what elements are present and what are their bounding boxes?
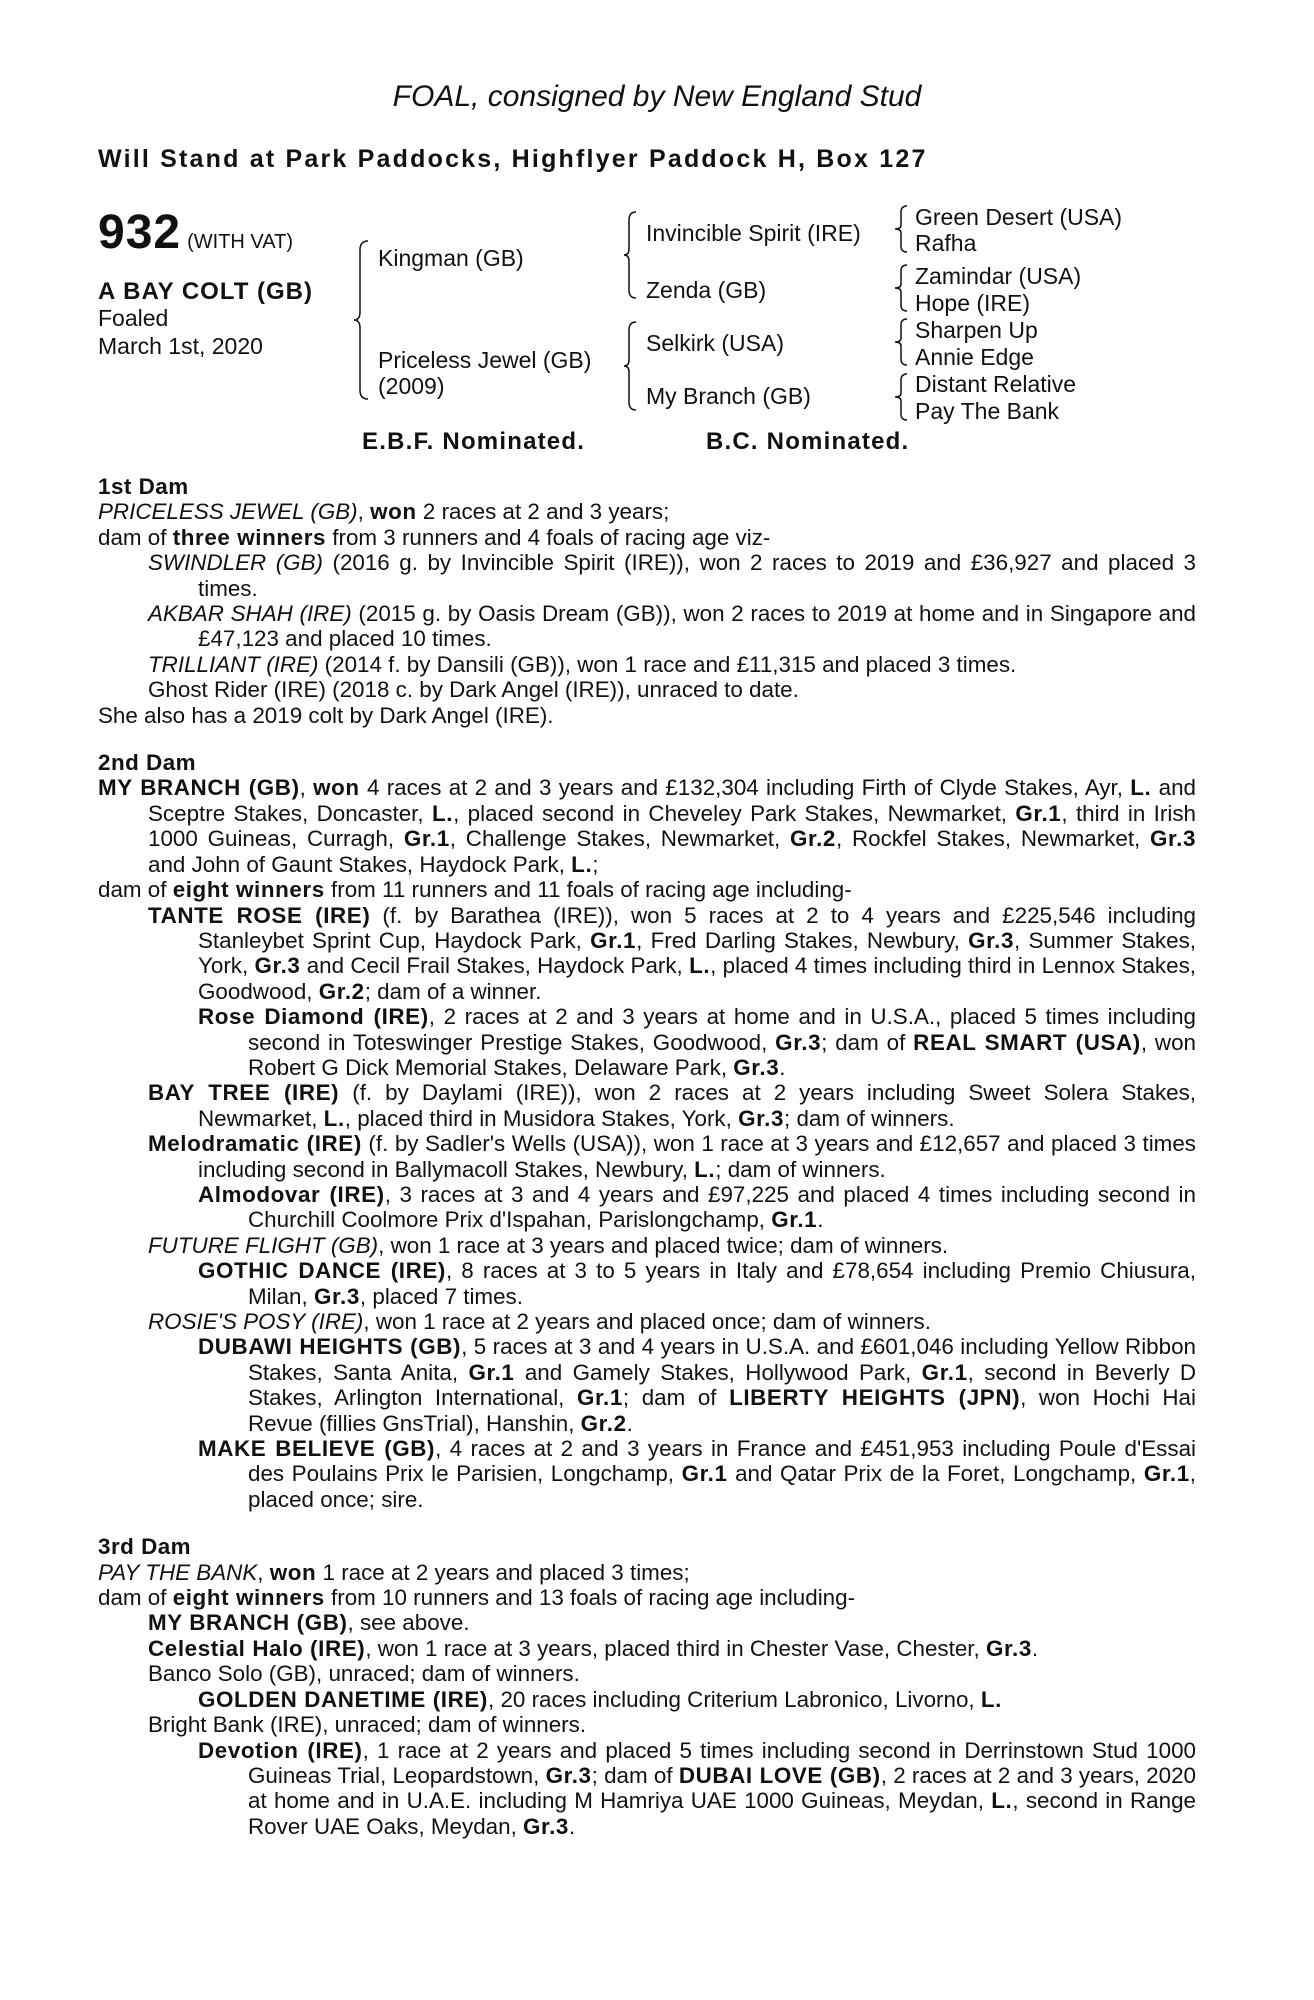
- dam-parents-brace: [622, 320, 640, 412]
- produce-entry: Bright Bank (IRE), unraced; dam of winners.: [148, 1712, 587, 1738]
- dam-sire: Selkirk (USA): [646, 330, 785, 356]
- produce-entry: TANTE ROSE (IRE) (f. by Barathea (IRE)), won 5 races at 2 to 4 years and £225,546 including Stanleybet Sprint Cup, Haydock Park, Gr.1, Fred Darling Stakes, Newbury, Gr.3, Summer Stakes, York, Gr.3 and Cecil Frail Stakes, Haydock Park, L., placed 4 times including third in Lennox Stakes, Goodwood, Gr.2; dam of a winner.: [148, 902, 1196, 1004]
- lot-description: A BAY COLT (GB): [98, 278, 314, 305]
- produce-note: She also has a 2019 colt by Dark Angel (IRE).: [98, 702, 554, 728]
- produce-entry: FUTURE FLIGHT (GB), won 1 race at 3 years and placed twice; dam of winners.: [148, 1232, 949, 1258]
- g2-brace: [893, 263, 911, 313]
- first-dam-intro: PRICELESS JEWEL (GB), won 2 races at 2 and 3 years;: [98, 499, 670, 525]
- produce-entry: TRILLIANT (IRE) (2014 f. by Dansili (GB)), won 1 race and £11,315 and placed 3 times.: [148, 651, 1017, 677]
- produce-entry: Devotion (IRE), 1 race at 2 years and placed 5 times including second in Derrinstown Stud 1000 Guineas Trial, Leopardstown, Gr.3; dam of DUBAI LOVE (GB), 2 races at 2 and 3 years, 2020 at home and in U.A.E. including M Hamriya UAE 1000 Guineas, Meydan, L., second in Range Rover UAE Oaks, Meydan, Gr.3.: [198, 1737, 1196, 1839]
- lot-number-block: [98, 205, 293, 260]
- granddam-line-4: Hope (IRE): [915, 290, 1031, 316]
- g4-brace: [893, 372, 911, 422]
- first-dam-heading: 1st Dam: [98, 474, 189, 499]
- foaled-date: March 1st, 2020: [98, 333, 263, 359]
- ebf-nominated: E.B.F. Nominated.: [362, 428, 586, 455]
- sire-parents-brace: [622, 210, 640, 300]
- produce-entry: Rose Diamond (IRE), 2 races at 2 and 3 years at home and in U.S.A., placed 5 times including second in Toteswinger Prestige Stakes, Goodwood, Gr.3; dam of REAL SMART (USA), won Robert G Dick Memorial Stakes, Delaware Park, Gr.3.: [198, 1004, 1197, 1080]
- sire-dam-brace: [352, 238, 374, 403]
- produce-entry: Melodramatic (IRE) (f. by Sadler's Wells (USA)), won 1 race at 3 years and £12,657 and placed 3 times including second in Ballymacoll Stakes, Newbury, L.; dam of winners.: [148, 1131, 1196, 1182]
- dam-name: Priceless Jewel (GB): [378, 347, 592, 373]
- produce-entry: Banco Solo (GB), unraced; dam of winners.: [148, 1661, 580, 1687]
- first-dam-produce-summary: dam of three winners from 3 runners and 4 foals of racing age viz-: [98, 524, 771, 550]
- sire-sire: Invincible Spirit (IRE): [646, 220, 861, 246]
- catalogue-body: [98, 474, 1196, 1839]
- second-dam-intro: MY BRANCH (GB), won 4 races at 2 and 3 years and £132,304 including Firth of Clyde Stakes, Ayr, L. and Sceptre Stakes, Doncaster, L., placed second in Cheveley Park Stakes, Newmarket, Gr.1, third in Irish 1000 Guineas, Curragh, Gr.1, Challenge Stakes, Newmarket, Gr.2, Rockfel Stakes, Newmarket, Gr.3 and John of Gaunt Stakes, Haydock Park, L.;: [98, 775, 1196, 877]
- granddam-line-1: Green Desert (USA): [915, 204, 1123, 230]
- sire-dam: Zenda (GB): [646, 277, 767, 303]
- third-dam-heading: 3rd Dam: [98, 1534, 192, 1560]
- third-dam-produce-summary: dam of eight winners from 10 runners and 13 foals of racing age including-: [98, 1585, 856, 1611]
- second-dam-heading: 2nd Dam: [98, 750, 197, 776]
- stand-location: Will Stand at Park Paddocks, Highflyer Paddock H, Box 127: [98, 145, 928, 173]
- produce-entry: GOLDEN DANETIME (IRE), 20 races including Criterium Labronico, Livorno, L.: [198, 1686, 1002, 1712]
- g1-brace: [893, 204, 911, 254]
- granddam-line-3: Zamindar (USA): [915, 263, 1082, 289]
- produce-entry: ROSIE'S POSY (IRE), won 1 race at 2 years and placed once; dam of winners.: [148, 1309, 931, 1334]
- produce-entry: MY BRANCH (GB), see above.: [148, 1610, 470, 1636]
- page-title: FOAL, consigned by New England Stud: [392, 80, 922, 113]
- produce-entry: MAKE BELIEVE (GB), 4 races at 2 and 3 years in France and £451,953 including Poule d'Essai des Poulains Prix le Parisien, Longchamp, Gr.1 and Qatar Prix de la Foret, Longchamp, Gr.1, placed once; sire.: [198, 1436, 1197, 1512]
- produce-entry: DUBAWI HEIGHTS (GB), 5 races at 3 and 4 years in U.S.A. and £601,046 including Yellow Ribbon Stakes, Santa Anita, Gr.1 and Gamely Stakes, Hollywood Park, Gr.1, second in Beverly D Stakes, Arlington International, Gr.1; dam of LIBERTY HEIGHTS (JPN), won Hochi Hai Revue (fillies GnsTrial), Hanshin, Gr.2.: [198, 1334, 1196, 1436]
- granddam-line-7: Distant Relative: [915, 371, 1077, 397]
- g3-brace: [893, 317, 911, 367]
- produce-entry: GOTHIC DANCE (IRE), 8 races at 3 to 5 years in Italy and £78,654 including Premio Chiusura, Milan, Gr.3, placed 7 times.: [198, 1258, 1196, 1309]
- vat-note: (WITH VAT): [187, 231, 293, 253]
- produce-entry: BAY TREE (IRE) (f. by Daylami (IRE)), won 2 races at 2 years including Sweet Solera Stakes, Newmarket, L., placed third in Musidora Stakes, York, Gr.3; dam of winners.: [148, 1080, 1197, 1131]
- second-dam-produce-summary: dam of eight winners from 11 runners and 11 foals of racing age including-: [98, 877, 852, 903]
- granddam-line-6: Annie Edge: [915, 344, 1034, 370]
- dam-year: (2009): [378, 373, 445, 399]
- produce-entry: SWINDLER (GB) (2016 g. by Invincible Spirit (IRE)), won 2 races to 2019 and £36,927 and placed 3 times.: [148, 550, 1196, 601]
- granddam-line-2: Rafha: [915, 230, 977, 256]
- granddam-line-5: Sharpen Up: [915, 317, 1038, 343]
- dam-dam: My Branch (GB): [646, 383, 811, 409]
- third-dam-intro: PAY THE BANK, won 1 race at 2 years and placed 3 times;: [98, 1559, 690, 1585]
- foaled-info: [98, 304, 263, 360]
- sire-name: Kingman (GB): [378, 245, 524, 271]
- produce-entry: Celestial Halo (IRE), won 1 race at 3 years, placed third in Chester Vase, Chester, Gr.3.: [148, 1635, 1039, 1661]
- produce-entry: AKBAR SHAH (IRE) (2015 g. by Oasis Dream (GB)), won 2 races to 2019 at home and in Singapore and £47,123 and placed 10 times.: [148, 601, 1197, 652]
- granddam-line-8: Pay The Bank: [915, 398, 1060, 424]
- bc-nominated: B.C. Nominated.: [706, 428, 910, 455]
- lot-number: 932: [98, 206, 182, 259]
- produce-entry: Almodovar (IRE), 3 races at 3 and 4 years and £97,225 and placed 4 times including second in Churchill Coolmore Prix d'Ispahan, Parislongchamp, Gr.1.: [198, 1181, 1196, 1233]
- produce-entry: Ghost Rider (IRE) (2018 c. by Dark Angel (IRE)), unraced to date.: [148, 677, 799, 703]
- foaled-label: Foaled: [98, 305, 169, 331]
